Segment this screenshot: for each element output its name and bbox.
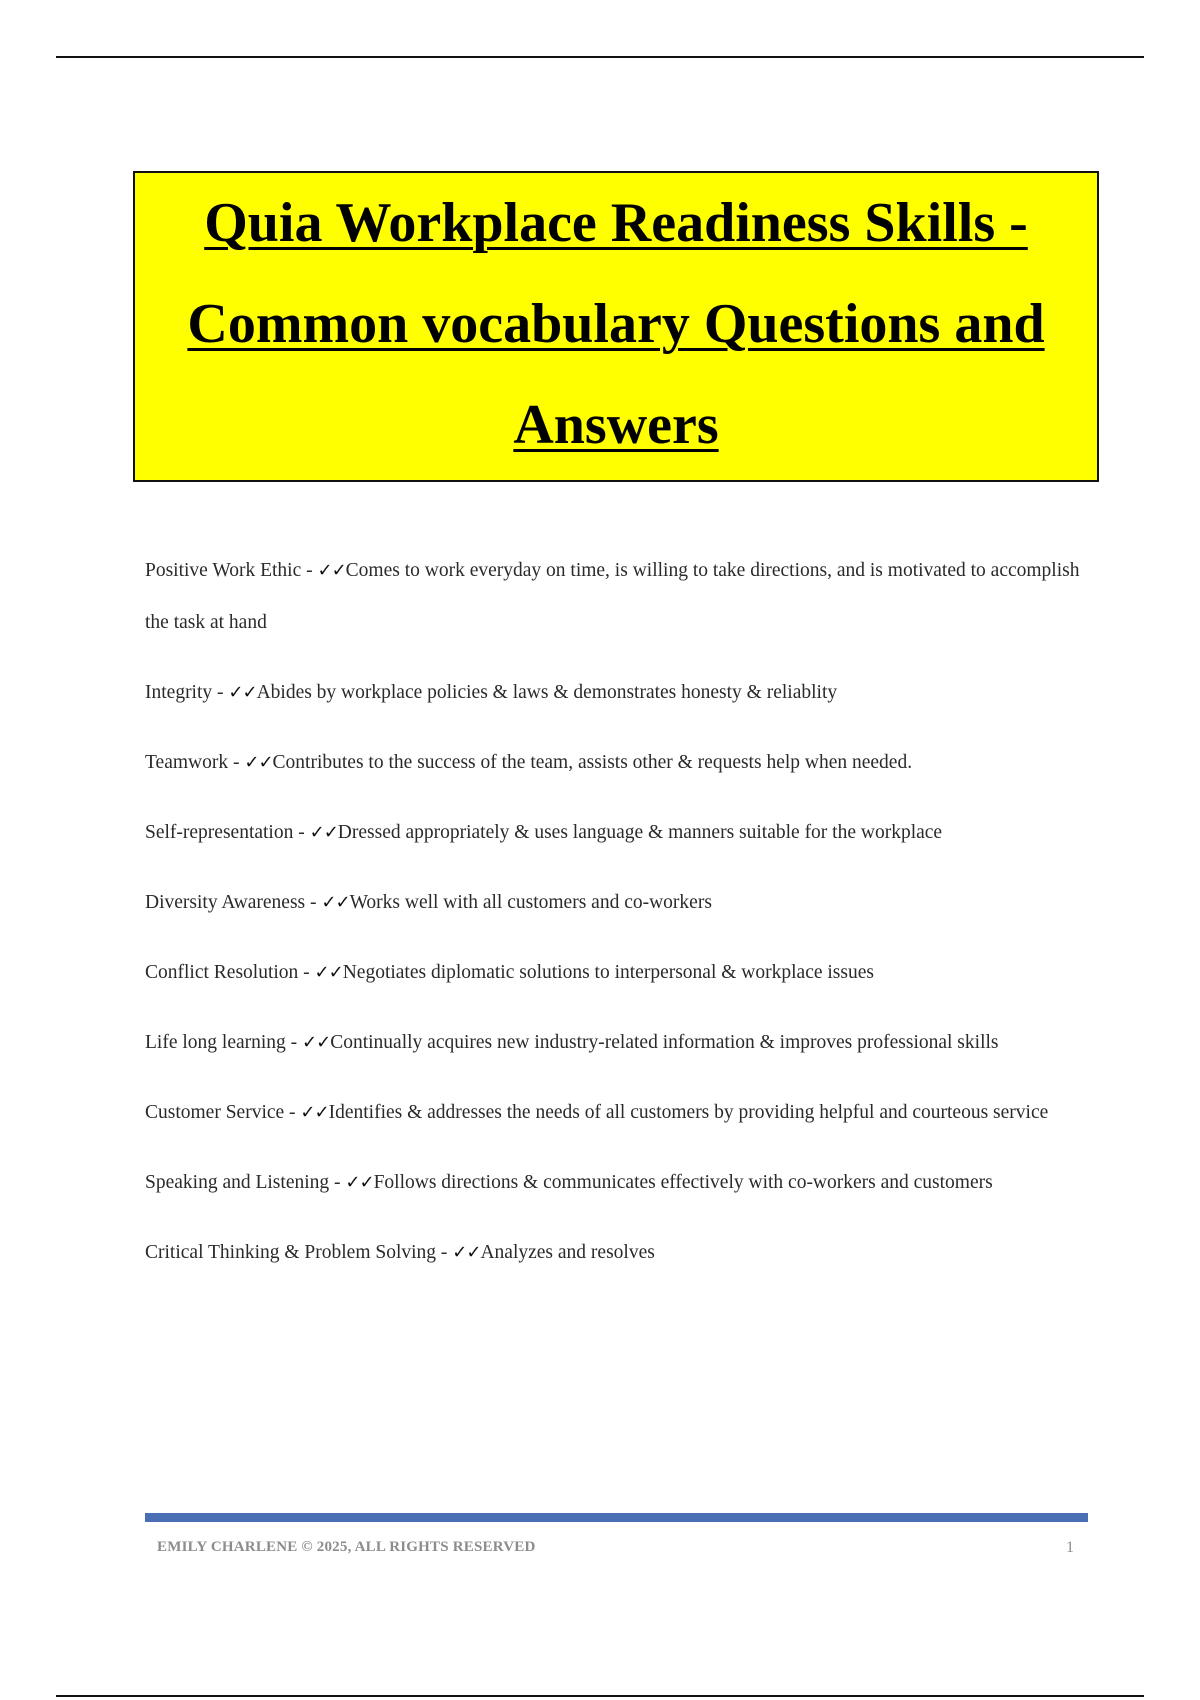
vocabulary-entry [145,807,1095,859]
vocabulary-entry [145,947,1095,999]
entry-definition: Continually acquires new industry-related information & improves professional skills [330,1032,999,1053]
entry-definition: Negotiates diplomatic solutions to interpersonal & workplace issues [342,962,874,983]
vocabulary-entry [145,737,1095,789]
entry-term: Speaking and Listening - [145,1172,346,1193]
double-check-icon: ✓✓ [452,1242,481,1263]
entry-definition: Follows directions & communicates effectively with co-workers and customers [373,1172,993,1193]
top-rule [56,56,1144,58]
entry-term: Diversity Awareness - [145,892,322,913]
double-check-icon: ✓✓ [345,1172,374,1193]
entry-definition: Contributes to the success of the team, assists other & requests help when needed. [272,752,913,773]
bottom-rule [56,1695,1144,1697]
vocabulary-entry [145,1227,1095,1279]
entry-definition: Abides by workplace policies & laws & demonstrates honesty & reliablity [256,682,838,703]
entry-term: Self-representation - [145,822,310,843]
footer-copyright: EMILY CHARLENE © 2025, ALL RIGHTS RESERVED [157,1539,536,1555]
double-check-icon: ✓✓ [321,892,350,913]
vocabulary-entry [145,667,1095,719]
vocabulary-list [145,545,1095,1297]
entry-definition: Identifies & addresses the needs of all customers by providing helpful and courteous service [328,1102,1049,1123]
entry-term: Customer Service - [145,1102,301,1123]
vocabulary-entry [145,1087,1095,1139]
entry-definition: Comes to work everyday on time, is willing to take directions, and is motivated to accomplish the task at hand [145,560,1080,633]
double-check-icon: ✓✓ [302,1032,331,1053]
double-check-icon: ✓✓ [300,1102,329,1123]
vocabulary-entry [145,877,1095,929]
double-check-icon: ✓✓ [228,682,257,703]
footer-bar [145,1513,1088,1522]
entry-term: Critical Thinking & Problem Solving - [145,1242,453,1263]
entry-term: Integrity - [145,682,229,703]
entry-term: Positive Work Ethic - [145,560,318,581]
title-line-2: Common vocabulary Questions and [187,293,1045,355]
double-check-icon: ✓✓ [314,962,343,983]
double-check-icon: ✓✓ [317,560,346,581]
entry-term: Life long learning - [145,1032,303,1053]
title-line-3: Answers [513,394,719,456]
entry-definition: Works well with all customers and co-workers [349,892,712,913]
entry-definition: Dressed appropriately & uses language & manners suitable for the workplace [337,822,943,843]
entry-term: Conflict Resolution - [145,962,315,983]
title-box [133,171,1099,482]
title-line-1: Quia Workplace Readiness Skills - [204,192,1028,254]
double-check-icon: ✓✓ [309,822,338,843]
vocabulary-entry [145,545,1095,649]
page-number: 1 [1066,1539,1074,1556]
vocabulary-entry [145,1157,1095,1209]
entry-term: Teamwork - [145,752,245,773]
double-check-icon: ✓✓ [244,752,273,773]
vocabulary-entry [145,1017,1095,1069]
entry-definition: Analyzes and resolves [480,1242,655,1263]
